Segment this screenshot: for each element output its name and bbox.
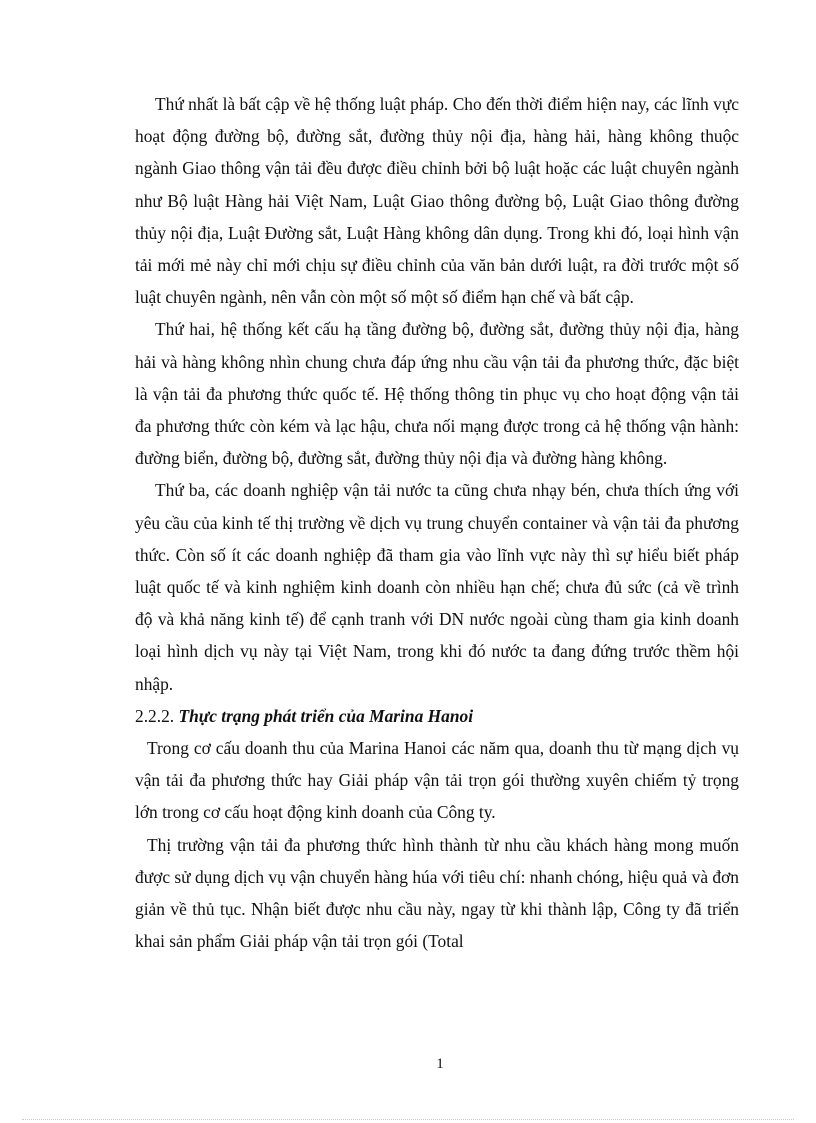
page-number: 1: [436, 1056, 444, 1072]
paragraph-enterprises: Thứ ba, các doanh nghiệp vận tải nước ta cũng chưa nhạy bén, chưa thích ứng với yêu cầu của kinh tế thị trường về dịch vụ trung chuyển container và vận tải đa phương thức. Còn số ít các doanh nghiệp đã tham gia vào lĩnh vực này thì sự hiểu biết pháp luật quốc tế và kinh nghiệm kinh doanh còn nhiều hạn chế; chưa đủ sức (cả về trình độ và khả năng kinh tế) để cạnh tranh với DN nước ngoài cùng tham gia kinh doanh loại hình dịch vụ này tại Việt Nam, trong khi đó nước ta đang đứng trước thềm hội nhập.: [135, 480, 739, 694]
paragraph-legal-shortcomings: Thứ nhất là bất cập về hệ thống luật pháp. Cho đến thời điểm hiện nay, các lĩnh vực hoạt động đường bộ, đường sắt, đường thủy nội địa, hàng hải, hàng không thuộc ngành Giao thông vận tải đều được điều chỉnh bởi bộ luật hoặc các luật chuyên ngành như Bộ luật Hàng hải Việt Nam, Luật Giao thông đường bộ, Luật Giao thông đường thủy nội địa, Luật Đường sắt, Luật Hàng không dân dụng. Trong khi đó, loại hình vận tải mới mẻ này chỉ mới chịu sự điều chỉnh của văn bản dưới luật, ra đời trước một số luật chuyên ngành, nên vẫn còn một số một số điểm hạn chế và bất cập.: [135, 94, 739, 308]
paragraph-infrastructure: Thứ hai, hệ thống kết cấu hạ tầng đường bộ, đường sắt, đường thủy nội địa, hàng hải và hàng không nhìn chung chưa đáp ứng nhu cầu vận tải đa phương thức, đặc biệt là vận tải đa phương thức quốc tế. Hệ thống thông tin phục vụ cho hoạt động vận tải đa phương thức còn kém và lạc hậu, chưa nối mạng được trong cả hệ thống vận hành: đường biển, đường bộ, đường sắt, đường thủy nội địa và đường hàng không.: [135, 319, 739, 469]
page-bottom-divider: [22, 1119, 794, 1120]
section-number: 2.2.2.: [135, 705, 175, 726]
section-title: Thực trạng phát triển của Marina Hanoi: [178, 705, 474, 726]
paragraph-revenue-structure: Trong cơ cấu doanh thu của Marina Hanoi các năm qua, doanh thu từ mạng dịch vụ vận tải đa phương thức hay Giải pháp vận tải trọn gói thường xuyên chiếm tỷ trọng lớn trong cơ cấu hoạt động kinh doanh của Công ty.: [135, 738, 739, 823]
section-heading: [135, 700, 739, 732]
document-body: [135, 88, 739, 957]
paragraph-market-formation: Thị trường vận tải đa phương thức hình thành từ nhu cầu khách hàng mong muốn được sử dụng dịch vụ vận chuyển hàng húa với tiêu chí: nhanh chóng, hiệu quả và đơn giản về thủ tục. Nhận biết được nhu cầu này, ngay từ khi thành lập, Công ty đã triển khai sản phẩm Giải pháp vận tải trọn gói (Total: [135, 834, 739, 952]
